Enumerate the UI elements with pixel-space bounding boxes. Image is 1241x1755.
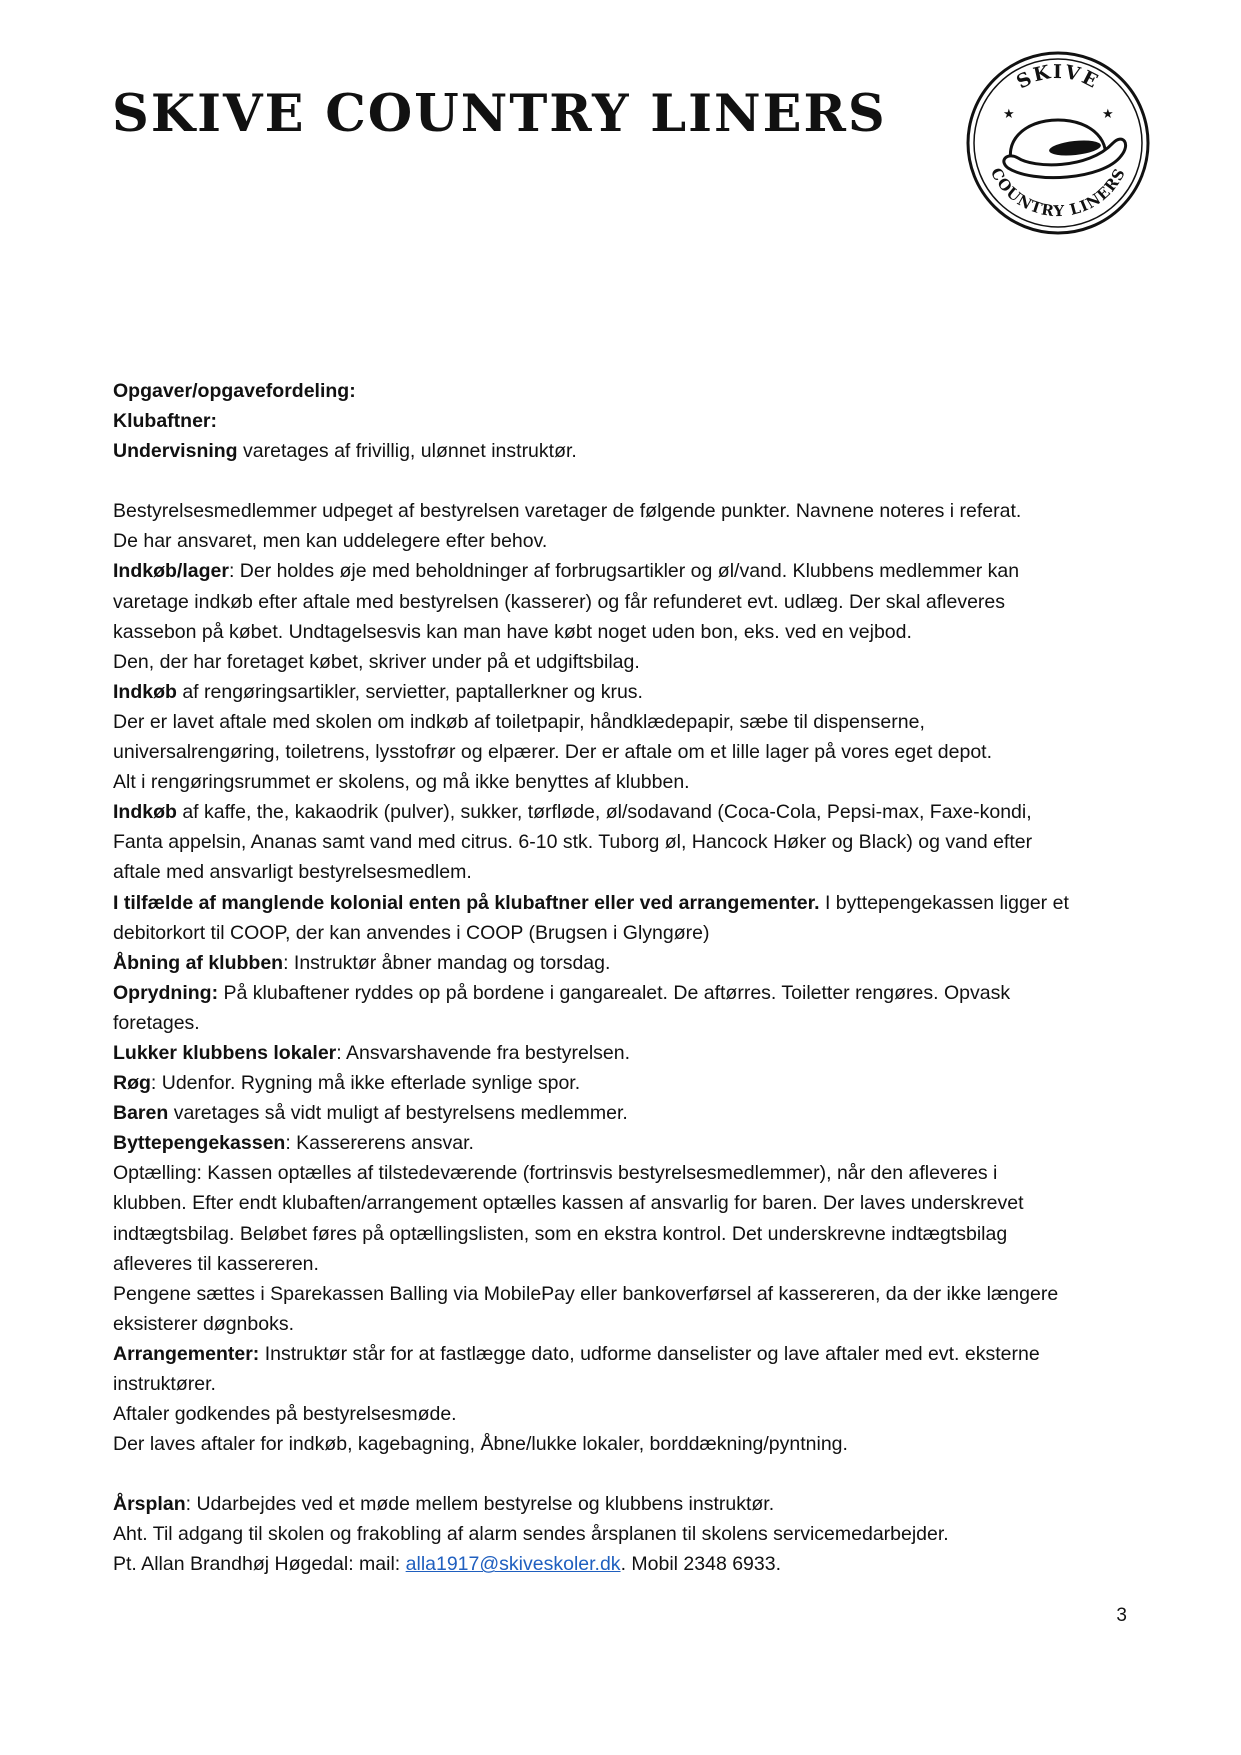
bold-label: Oprydning: bbox=[113, 981, 219, 1004]
paragraph-abning bbox=[113, 948, 1143, 978]
text-line: Der er lavet aftale med skolen om indkøb af toiletpapir, håndklædepapir, sæbe til dispenserne, bbox=[113, 710, 925, 733]
text-line: Den, der har foretaget købet, skriver under på et udgiftsbilag. bbox=[113, 650, 640, 673]
bold-label: Røg bbox=[113, 1072, 151, 1095]
text: af kaffe, the, kakaodrik (pulver), sukker, tørfløde, øl/sodavand (Coca-Cola, Pepsi-max, Faxe-kondi, bbox=[176, 801, 1032, 824]
paragraph-undervisning bbox=[113, 436, 1143, 466]
bold-label: Indkøb bbox=[113, 680, 177, 703]
text-line: foretages. bbox=[113, 1011, 200, 1034]
text: . Mobil 2348 6933. bbox=[620, 1553, 782, 1576]
page-number: 3 bbox=[1116, 1605, 1127, 1626]
paragraph-baren bbox=[113, 1098, 1143, 1128]
paragraph-lukker bbox=[113, 1038, 1143, 1068]
text-line: universalrengøring, toiletrens, lysstofrør og elpærer. Der er aftale om et lille lager på vores eget depot. bbox=[113, 741, 992, 764]
text-line: varetage indkøb efter aftale med bestyrelsen (kasserer) og får refunderet evt. udlæg. Der skal afleveres bbox=[113, 590, 1006, 613]
bold-label: Undervisning bbox=[113, 440, 238, 463]
text: : Instruktør åbner mandag og torsdag. bbox=[283, 951, 611, 974]
bold-label: Baren bbox=[113, 1102, 169, 1125]
paragraph-indkob-kaffe bbox=[113, 797, 1143, 827]
text-line: kassebon på købet. Undtagelsesvis kan man have købt noget uden bon, eks. ved en vejbod. bbox=[113, 620, 912, 643]
bold-label: I tilfælde af manglende kolonial enten på klubaftner eller ved arrangementer. bbox=[113, 891, 820, 914]
text-line: instruktører. bbox=[113, 1373, 216, 1395]
text: : Der holdes øje med beholdninger af forbrugsartikler og øl/vand. Klubbens medlemmer kan bbox=[228, 560, 1020, 583]
contact-line bbox=[113, 1549, 1143, 1579]
text: : Udenfor. Rygning må ikke efterlade synlige spor. bbox=[150, 1072, 581, 1095]
text-line: Der laves aftaler for indkøb, kagebagning, Åbne/lukke lokaler, borddækning/pyntning. bbox=[113, 1433, 848, 1456]
text-line: Bestyrelsesmedlemmer udpeget af bestyrelsen varetager de følgende punkter. Navnene noteres i referat. bbox=[113, 500, 1022, 523]
bold-label: Åbning af klubben bbox=[113, 951, 284, 974]
text-line: debitorkort til COOP, der kan anvendes i COOP (Brugsen i Glyngøre) bbox=[113, 921, 710, 944]
document-body bbox=[113, 376, 1143, 1580]
section-heading: Opgaver/opgavefordeling: bbox=[113, 380, 356, 402]
bold-label: Arrangementer: bbox=[113, 1342, 260, 1365]
text-line: klubben. Efter endt klubaften/arrangement optælles kassen af ansvarlig for baren. Der laves underskrevet bbox=[113, 1192, 1024, 1215]
text: af rengøringsartikler, servietter, paptallerkner og krus. bbox=[176, 680, 643, 703]
text: varetages så vidt muligt af bestyrelsens medlemmer. bbox=[168, 1102, 628, 1125]
text-line: indtægtsbilag. Beløbet føres på optællingslisten, som en ekstra kontrol. Det underskrevne indtægtsbilag bbox=[113, 1222, 1008, 1245]
bold-label: Byttepengekassen bbox=[113, 1132, 286, 1155]
paragraph-indkob-lager bbox=[113, 556, 1143, 586]
text-line: afleveres til kassereren. bbox=[113, 1252, 319, 1275]
text-line: Fanta appelsin, Ananas samt vand med citrus. 6-10 stk. Tuborg øl, Hancock Høker og Black) og vand efter bbox=[113, 831, 1033, 854]
text-line: Optælling: Kassen optælles af tilstedeværende (fortrinsvis bestyrelsesmedlemmer), når den afleveres i bbox=[113, 1162, 998, 1185]
star-icon: ★ bbox=[1003, 106, 1015, 121]
email-link[interactable]: alla1917@skiveskoler.dk bbox=[405, 1553, 621, 1576]
bold-label: Årsplan bbox=[113, 1493, 186, 1516]
star-icon: ★ bbox=[1102, 106, 1114, 121]
text: I byttepengekassen ligger et bbox=[819, 891, 1069, 914]
text: varetages af frivillig, ulønnet instruktør. bbox=[237, 440, 577, 463]
paragraph-arsplan bbox=[113, 1489, 1143, 1519]
paragraph-indkob-rengoring bbox=[113, 677, 1143, 707]
page-title: SKIVE COUNTRY LINERS bbox=[112, 84, 887, 144]
text: På klubaftener ryddes op på bordene i gangarealet. De aftørres. Toiletter rengøres. Opvask bbox=[218, 981, 1011, 1004]
club-logo bbox=[963, 48, 1153, 238]
text: : Ansvarshavende fra bestyrelsen. bbox=[336, 1041, 631, 1064]
text-line: De har ansvaret, men kan uddelegere efter behov. bbox=[113, 530, 548, 553]
text-line: Pengene sættes i Sparekassen Balling via MobilePay eller bankoverførsel af kassereren, da der ikke længere bbox=[113, 1282, 1059, 1305]
paragraph-byttepenge bbox=[113, 1128, 1143, 1158]
paragraph-kolonial bbox=[113, 888, 1143, 918]
paragraph-rog bbox=[113, 1068, 1143, 1098]
text-line: Aht. Til adgang til skolen og frakobling af alarm sendes årsplanen til skolens servicemedarbejder. bbox=[113, 1523, 949, 1546]
text: Pt. Allan Brandhøj Høgedal: mail: bbox=[113, 1553, 406, 1576]
section-subheading: Klubaftner: bbox=[113, 410, 217, 433]
cowboy-hat-icon bbox=[1004, 120, 1126, 178]
bold-label: Lukker klubbens lokaler bbox=[113, 1041, 337, 1064]
paragraph-arrangementer bbox=[113, 1339, 1143, 1369]
text-line: Alt i rengøringsrummet er skolens, og må ikke benyttes af klubben. bbox=[113, 771, 690, 794]
text-line: eksisterer døgnboks. bbox=[113, 1312, 294, 1335]
text: : Kassererens ansvar. bbox=[285, 1132, 474, 1155]
text-line: aftale med ansvarligt bestyrelsesmedlem. bbox=[113, 861, 472, 884]
text: : Udarbejdes ved et møde mellem bestyrelse og klubbens instruktør. bbox=[185, 1493, 775, 1516]
logo-bottom-text: COUNTRY LINERS bbox=[986, 164, 1130, 221]
text-line: Aftaler godkendes på bestyrelsesmøde. bbox=[113, 1403, 457, 1426]
logo-top-text: SKIVE bbox=[1013, 60, 1103, 94]
text: Instruktør står for at fastlægge dato, udforme danselister og lave aftaler med evt. eksterne bbox=[259, 1342, 1040, 1365]
bold-label: Indkøb bbox=[113, 801, 177, 824]
bold-label: Indkøb/lager bbox=[113, 560, 229, 583]
paragraph-oprydning bbox=[113, 978, 1143, 1008]
